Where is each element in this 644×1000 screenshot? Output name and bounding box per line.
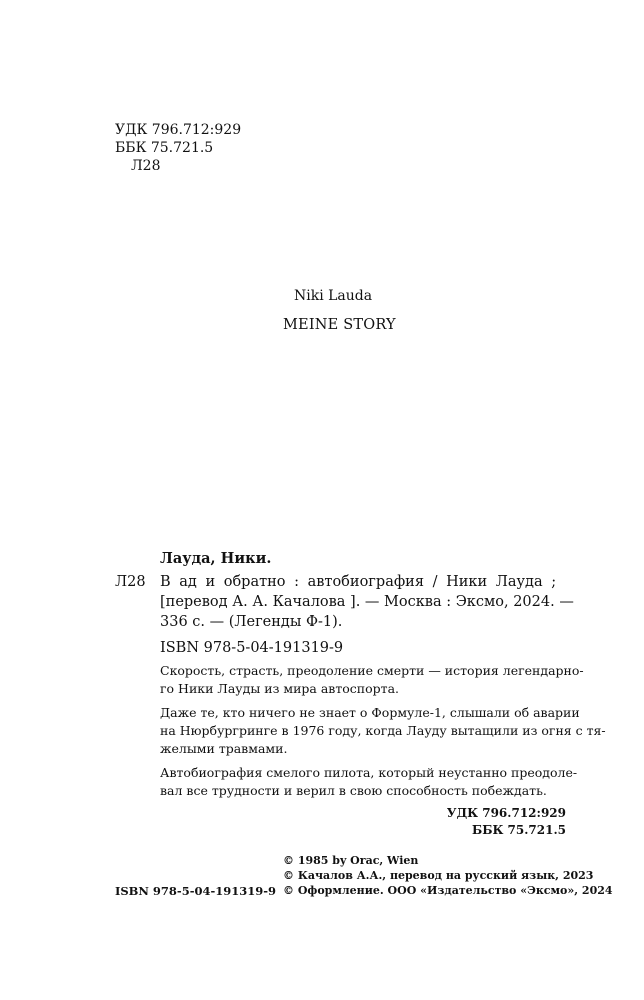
annotation-line: Скорость, страсть, преодоление смерти — история легендарно- — [160, 663, 584, 678]
bbk-code: ББК 75.721.5 — [115, 140, 214, 156]
annotation-line: Даже те, кто ничего не знает о Формуле-1, слышали об аварии — [160, 705, 580, 720]
annotation-line: Автобиография смелого пилота, который неустанно преодоле- — [160, 765, 578, 780]
original-author: Niki Lauda — [294, 288, 373, 304]
annotation-line: желыми травмами. — [160, 741, 288, 756]
annotation-line: го Ники Лауды из мира автоспорта. — [160, 681, 399, 696]
annotation-line: вал все трудности и верил в свою способность побеждать. — [160, 783, 547, 798]
bibliographic-description-line: 336 с. — (Легенды Ф-1). — [160, 614, 343, 630]
catalog-isbn: ISBN 978-5-04-191319-9 — [160, 640, 344, 656]
udk-code: УДК 796.712:929 — [115, 122, 242, 138]
copyright-line: © 1985 by Orac, Wien — [283, 854, 419, 867]
author-sign-code: Л28 — [131, 158, 161, 174]
bottom-isbn: ISBN 978-5-04-191319-9 — [115, 884, 277, 898]
bottom-bbk-code: ББК 75.721.5 — [471, 823, 566, 837]
copyright-line: © Качалов А.А., перевод на русский язык, 2023 — [283, 869, 594, 882]
catalog-author-sign: Л28 — [115, 574, 146, 590]
bottom-udk-code: УДК 796.712:929 — [446, 806, 566, 820]
bibliographic-description-line: [перевод А. А. Качалова ]. — Москва : Эксмо, 2024. — — [160, 594, 574, 610]
catalog-author-heading: Лауда, Ники. — [160, 550, 272, 567]
bibliographic-description-line: В ад и обратно : автобиография / Ники Лауда ; — [160, 574, 557, 590]
copyright-line: © Оформление. ООО «Издательство «Эксмо», 2024 — [283, 884, 613, 897]
original-title: MEINE STORY — [283, 317, 396, 333]
annotation-line: на Нюрбургринге в 1976 году, когда Лауду вытащили из огня с тя- — [160, 723, 606, 738]
